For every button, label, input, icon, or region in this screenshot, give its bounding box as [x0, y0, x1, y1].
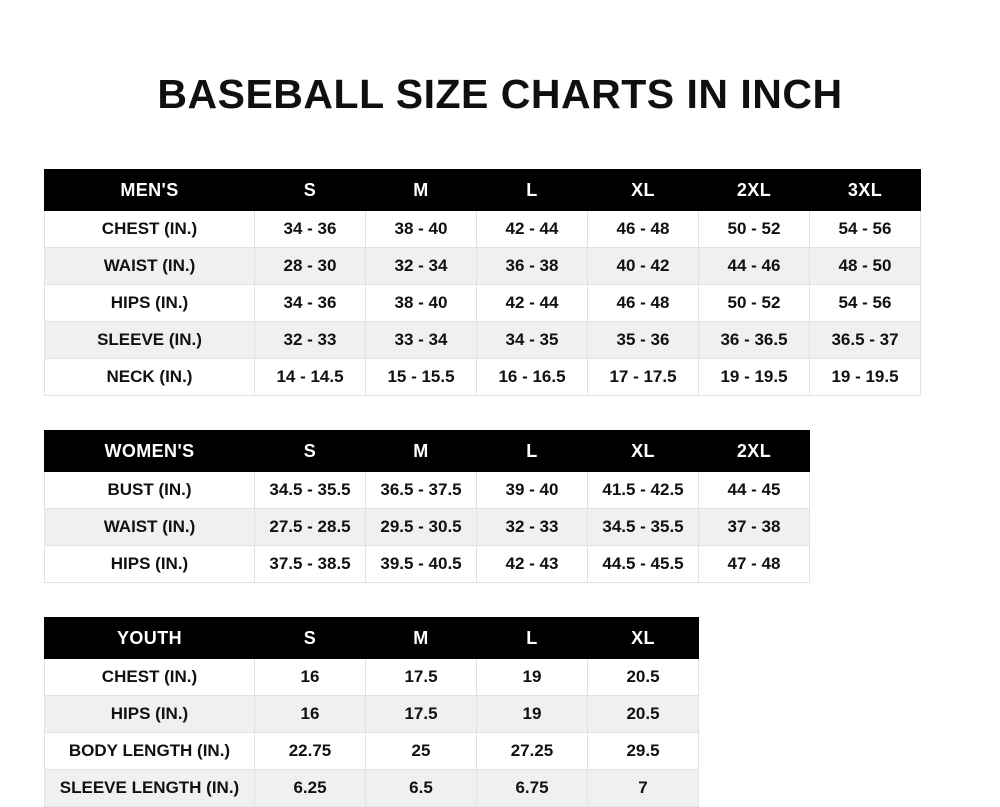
column-header: XL: [588, 618, 699, 659]
table-header-row: [45, 431, 810, 472]
table-cell: 44 - 46: [699, 248, 810, 285]
table-cell: 47 - 48: [699, 546, 810, 583]
row-label: CHEST (IN.): [45, 659, 255, 696]
table-cell: 22.75: [255, 733, 366, 770]
table-cell: 16: [255, 659, 366, 696]
table-cell: 27.5 - 28.5: [255, 509, 366, 546]
table-cell: 48 - 50: [810, 248, 921, 285]
table-cell: 46 - 48: [588, 285, 699, 322]
table-cell: 50 - 52: [699, 211, 810, 248]
table-row: [45, 733, 699, 770]
table-header-row: [45, 618, 699, 659]
table-cell: 36 - 36.5: [699, 322, 810, 359]
table-cell: 35 - 36: [588, 322, 699, 359]
column-header: 2XL: [699, 431, 810, 472]
row-label: HIPS (IN.): [45, 546, 255, 583]
table-cell: 32 - 33: [255, 322, 366, 359]
table-cell: 39.5 - 40.5: [366, 546, 477, 583]
table-cell: 14 - 14.5: [255, 359, 366, 396]
column-header: MEN'S: [45, 170, 255, 211]
table-cell: 54 - 56: [810, 285, 921, 322]
table-cell: 46 - 48: [588, 211, 699, 248]
table-row: [45, 359, 921, 396]
table-cell: 42 - 43: [477, 546, 588, 583]
table-cell: 37.5 - 38.5: [255, 546, 366, 583]
column-header: XL: [588, 431, 699, 472]
table-cell: 28 - 30: [255, 248, 366, 285]
table-cell: 25: [366, 733, 477, 770]
table-row: [45, 770, 699, 807]
table-cell: 42 - 44: [477, 285, 588, 322]
column-header: S: [255, 170, 366, 211]
size-tables-container: [0, 169, 1000, 807]
table-cell: 44.5 - 45.5: [588, 546, 699, 583]
table-row: [45, 322, 921, 359]
column-header: M: [366, 618, 477, 659]
table-cell: 29.5 - 30.5: [366, 509, 477, 546]
table-row: [45, 211, 921, 248]
column-header: YOUTH: [45, 618, 255, 659]
table-cell: 6.25: [255, 770, 366, 807]
table-cell: 42 - 44: [477, 211, 588, 248]
table-cell: 27.25: [477, 733, 588, 770]
table-cell: 20.5: [588, 696, 699, 733]
table-cell: 44 - 45: [699, 472, 810, 509]
row-label: SLEEVE LENGTH (IN.): [45, 770, 255, 807]
table-cell: 7: [588, 770, 699, 807]
table-row: [45, 285, 921, 322]
womens-size-table: [44, 430, 810, 583]
column-header: S: [255, 431, 366, 472]
row-label: WAIST (IN.): [45, 509, 255, 546]
column-header: M: [366, 431, 477, 472]
table-row: [45, 696, 699, 733]
column-header: 3XL: [810, 170, 921, 211]
row-label: NECK (IN.): [45, 359, 255, 396]
table-cell: 37 - 38: [699, 509, 810, 546]
table-cell: 19: [477, 659, 588, 696]
table-cell: 36.5 - 37: [810, 322, 921, 359]
youth-size-table: [44, 617, 699, 807]
column-header: WOMEN'S: [45, 431, 255, 472]
table-cell: 19 - 19.5: [699, 359, 810, 396]
table-cell: 29.5: [588, 733, 699, 770]
column-header: L: [477, 618, 588, 659]
table-cell: 32 - 34: [366, 248, 477, 285]
table-cell: 6.5: [366, 770, 477, 807]
column-header: L: [477, 431, 588, 472]
table-cell: 6.75: [477, 770, 588, 807]
table-row: [45, 546, 810, 583]
row-label: SLEEVE (IN.): [45, 322, 255, 359]
row-label: CHEST (IN.): [45, 211, 255, 248]
table-cell: 50 - 52: [699, 285, 810, 322]
page-title: BASEBALL SIZE CHARTS IN INCH: [157, 71, 843, 117]
table-cell: 19: [477, 696, 588, 733]
table-cell: 36.5 - 37.5: [366, 472, 477, 509]
row-label: BUST (IN.): [45, 472, 255, 509]
table-cell: 34 - 36: [255, 211, 366, 248]
table-cell: 32 - 33: [477, 509, 588, 546]
table-row: [45, 509, 810, 546]
table-cell: 17.5: [366, 659, 477, 696]
table-cell: 39 - 40: [477, 472, 588, 509]
row-label: HIPS (IN.): [45, 696, 255, 733]
table-cell: 38 - 40: [366, 285, 477, 322]
table-cell: 54 - 56: [810, 211, 921, 248]
mens-size-table: [44, 169, 921, 396]
table-cell: 15 - 15.5: [366, 359, 477, 396]
table-cell: 34 - 35: [477, 322, 588, 359]
table-cell: 38 - 40: [366, 211, 477, 248]
table-cell: 40 - 42: [588, 248, 699, 285]
table-cell: 33 - 34: [366, 322, 477, 359]
column-header: XL: [588, 170, 699, 211]
column-header: S: [255, 618, 366, 659]
table-cell: 16 - 16.5: [477, 359, 588, 396]
column-header: L: [477, 170, 588, 211]
table-cell: 16: [255, 696, 366, 733]
row-label: BODY LENGTH (IN.): [45, 733, 255, 770]
table-cell: 36 - 38: [477, 248, 588, 285]
row-label: HIPS (IN.): [45, 285, 255, 322]
table-cell: 34 - 36: [255, 285, 366, 322]
table-cell: 34.5 - 35.5: [588, 509, 699, 546]
table-cell: 34.5 - 35.5: [255, 472, 366, 509]
table-header-row: [45, 170, 921, 211]
table-cell: 41.5 - 42.5: [588, 472, 699, 509]
table-row: [45, 659, 699, 696]
table-row: [45, 472, 810, 509]
table-cell: 17.5: [366, 696, 477, 733]
table-cell: 19 - 19.5: [810, 359, 921, 396]
column-header: 2XL: [699, 170, 810, 211]
table-cell: 17 - 17.5: [588, 359, 699, 396]
table-row: [45, 248, 921, 285]
table-cell: 20.5: [588, 659, 699, 696]
column-header: M: [366, 170, 477, 211]
row-label: WAIST (IN.): [45, 248, 255, 285]
